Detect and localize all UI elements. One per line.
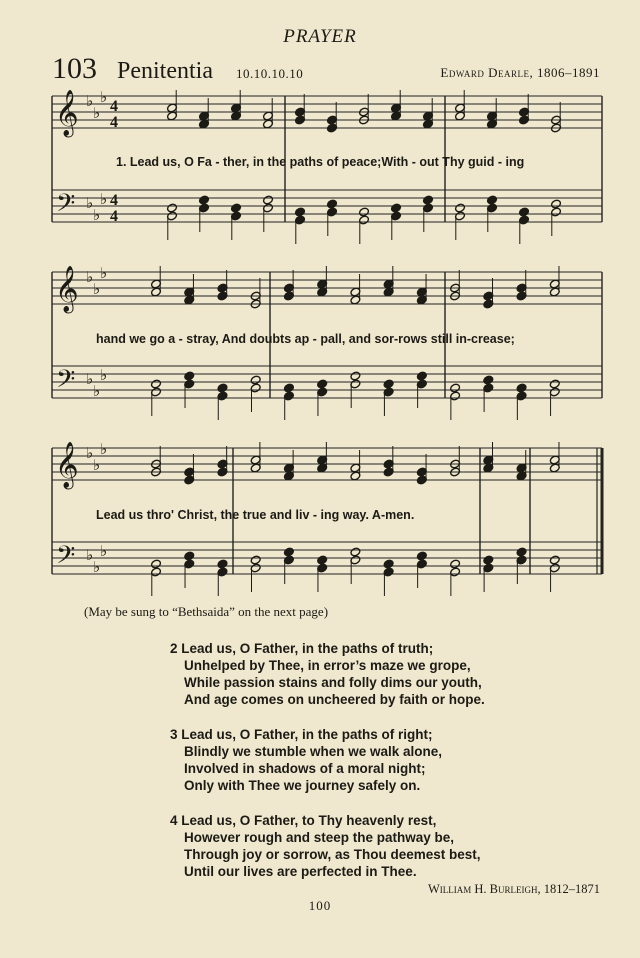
notehead: [416, 551, 427, 561]
flat-sign: ♭: [86, 194, 94, 212]
verse-line: 2 Lead us, O Father, in the paths of truth;: [170, 641, 434, 656]
treble-clef: 𝄞: [55, 266, 79, 312]
flat-sign: ♭: [100, 366, 108, 384]
notehead: [518, 207, 529, 217]
notehead: [449, 559, 460, 569]
bass-clef: 𝄢: [56, 365, 76, 400]
notehead: [317, 555, 328, 565]
alternate-tune-note: (May be sung to “Bethsaida” on the next page): [84, 604, 329, 619]
verse-line: Until our lives are perfected in Thee.: [184, 864, 417, 879]
lyric-line-1: 1. Lead us, O Fa - ther, in the paths of peace;With - out Thy guid - ing: [116, 155, 525, 169]
notehead: [350, 371, 361, 381]
notehead: [350, 547, 361, 557]
verse-2: [170, 640, 485, 708]
time-signature: 4: [110, 192, 118, 209]
flat-sign: ♭: [86, 92, 94, 110]
lyric-line-2: hand we go a - stray, And doubts ap - pall, and sor-rows still in-crease;: [96, 332, 515, 346]
time-signature: 4: [110, 98, 118, 115]
notehead: [217, 559, 228, 569]
bass-clef: 𝄢: [56, 189, 76, 224]
verse-line: Blindly we stumble when we walk alone,: [184, 744, 443, 759]
page-number: 100: [308, 898, 332, 913]
notehead: [358, 207, 369, 217]
flat-sign: ♭: [93, 382, 101, 400]
time-signature: 4: [110, 114, 118, 131]
notehead: [383, 379, 394, 389]
notehead: [184, 371, 195, 381]
notehead: [150, 559, 161, 569]
verse-3: [170, 726, 442, 794]
bass-clef: 𝄢: [56, 541, 76, 576]
verse-line: 3 Lead us, O Father, in the paths of right;: [170, 727, 433, 742]
verse-line: Through joy or sorrow, as Thou deemest best,: [184, 847, 481, 862]
flat-sign: ♭: [93, 206, 101, 224]
notehead: [486, 195, 497, 205]
notehead: [549, 379, 560, 389]
flat-sign: ♭: [93, 456, 101, 474]
notehead: [449, 383, 460, 393]
verse-line: While passion stains and folly dims our youth,: [184, 675, 482, 690]
notehead: [198, 195, 209, 205]
notehead: [294, 207, 305, 217]
notehead: [262, 195, 273, 205]
tune-name: Penitentia: [117, 58, 213, 84]
flat-sign: ♭: [93, 558, 101, 576]
verse-line: And age comes on uncheered by faith or hope.: [184, 692, 485, 707]
notehead: [416, 371, 427, 381]
flat-sign: ♭: [86, 546, 94, 564]
hymn-number: 103: [52, 52, 97, 85]
treble-clef: 𝄞: [55, 90, 79, 136]
notehead: [283, 383, 294, 393]
notehead: [422, 195, 433, 205]
notehead: [516, 547, 527, 557]
notehead: [390, 203, 401, 213]
notehead: [326, 199, 337, 209]
verse-line: Involved in shadows of a moral night;: [184, 761, 426, 776]
verse-4: [170, 812, 481, 880]
flat-sign: ♭: [100, 190, 108, 208]
flat-sign: ♭: [86, 444, 94, 462]
notehead: [230, 203, 241, 213]
flat-sign: ♭: [100, 440, 108, 458]
verse-line: 4 Lead us, O Father, to Thy heavenly rest,: [170, 813, 437, 828]
notehead: [483, 555, 494, 565]
notehead: [483, 375, 494, 385]
verse-line: Only with Thee we journey safely on.: [184, 778, 421, 793]
lyric-line-3: Lead us thro' Christ, the true and liv - ing way. A-men.: [96, 508, 415, 522]
verse-line: Unhelped by Thee, in error’s maze we grope,: [184, 658, 471, 673]
section-title: PRAYER: [283, 26, 357, 47]
notehead: [317, 379, 328, 389]
notehead: [217, 383, 228, 393]
flat-sign: ♭: [100, 264, 108, 282]
notehead: [283, 547, 294, 557]
flat-sign: ♭: [100, 542, 108, 560]
notehead: [166, 203, 177, 213]
treble-clef: 𝄞: [55, 442, 79, 488]
author-credit: William H. Burleigh, 1812–1871: [427, 882, 600, 896]
notehead: [150, 379, 161, 389]
notehead: [250, 555, 261, 565]
meter: 10.10.10.10: [236, 66, 304, 81]
flat-sign: ♭: [86, 268, 94, 286]
flat-sign: ♭: [93, 104, 101, 122]
flat-sign: ♭: [100, 88, 108, 106]
notehead: [383, 559, 394, 569]
composer-credit: Edward Dearle, 1806–1891: [440, 65, 600, 80]
notehead: [250, 375, 261, 385]
time-signature: 4: [110, 208, 118, 225]
flat-sign: ♭: [93, 280, 101, 298]
notehead: [454, 203, 465, 213]
notehead: [549, 555, 560, 565]
notehead: [550, 199, 561, 209]
verse-line: However rough and steep the pathway be,: [184, 830, 455, 845]
notehead: [516, 383, 527, 393]
flat-sign: ♭: [86, 370, 94, 388]
notehead: [184, 551, 195, 561]
